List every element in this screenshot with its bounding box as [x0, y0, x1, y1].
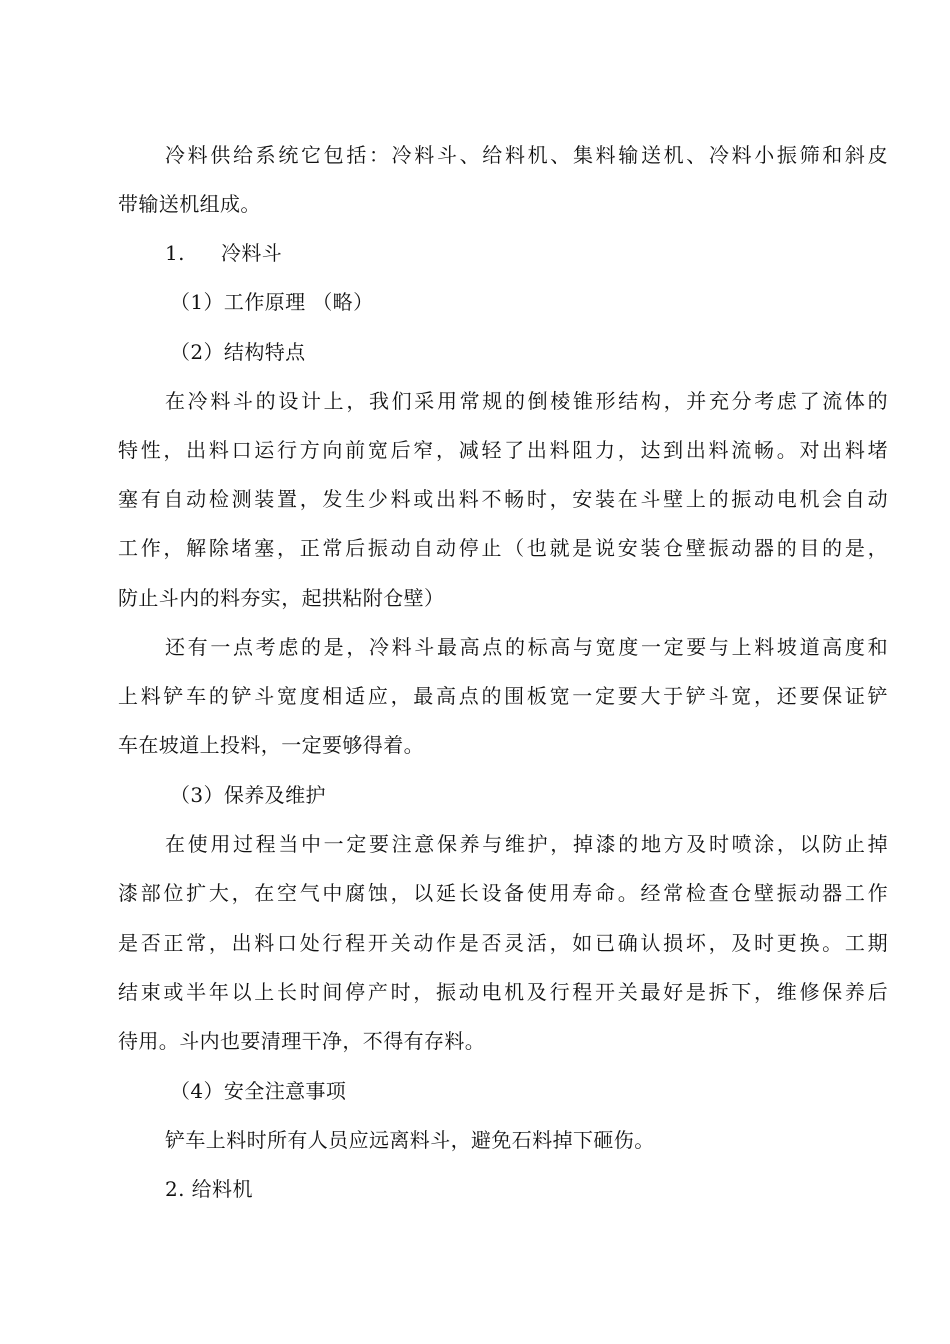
paragraph-height-line-3: 车在坡道上投料，一定要够得着。: [118, 733, 424, 757]
paragraph-intro-line-1: 冷料供给系统它包括：冷料斗、给料机、集料输送机、冷料小振筛和斜皮: [165, 143, 888, 167]
heading-number: 1.: [165, 241, 185, 265]
paragraph-structure-line-2: 特性，出料口运行方向前宽后窄，减轻了出料阻力，达到出料流畅。对出料堵: [118, 438, 888, 462]
paragraph-maintenance-line-1: 在使用过程当中一定要注意保养与维护，掉漆的地方及时喷涂，以防止掉: [165, 832, 888, 856]
heading-title: 冷料斗: [221, 241, 283, 265]
paragraph-structure-line-5: 防止斗内的料夯实，起拱粘附仓壁）: [118, 586, 445, 610]
paragraph-structure-line-4: 工作，解除堵塞，正常后振动自动停止（也就是说安装仓壁振动器的目的是，: [118, 536, 888, 560]
paragraph-maintenance-line-3: 是否正常，出料口处行程开关动作是否灵活，如已确认损坏，及时更换。工期: [118, 931, 888, 955]
subheading-maintenance: （3）保养及维护: [170, 783, 326, 807]
paragraph-intro-line-2: 带输送机组成。: [118, 192, 261, 216]
heading-feeder: 2. 给料机: [165, 1177, 253, 1201]
subheading-structure: （2）结构特点: [170, 340, 306, 364]
paragraph-safety-line-1: 铲车上料时所有人员应远离料斗，避免石料掉下砸伤。: [165, 1128, 655, 1152]
paragraph-maintenance-line-2: 漆部位扩大，在空气中腐蚀，以延长设备使用寿命。经常检查仓壁振动器工作: [118, 881, 888, 905]
heading-cold-hopper: [165, 241, 888, 265]
subheading-working-principle: （1）工作原理 （略）: [170, 290, 374, 314]
paragraph-height-line-2: 上料铲车的铲斗宽度相适应，最高点的围板宽一定要大于铲斗宽，还要保证铲: [118, 684, 888, 708]
paragraph-height-line-1: 还有一点考虑的是，冷料斗最高点的标高与宽度一定要与上料坡道高度和: [165, 635, 888, 659]
paragraph-structure-line-1: 在冷料斗的设计上，我们采用常规的倒棱锥形结构，并充分考虑了流体的: [165, 389, 888, 413]
paragraph-maintenance-line-4: 结束或半年以上长时间停产时，振动电机及行程开关最好是拆下，维修保养后: [118, 980, 888, 1004]
paragraph-maintenance-line-5: 待用。斗内也要清理干净，不得有存料。: [118, 1029, 486, 1053]
paragraph-structure-line-3: 塞有自动检测装置，发生少料或出料不畅时，安装在斗壁上的振动电机会自动: [118, 487, 888, 511]
subheading-safety: （4）安全注意事项: [170, 1079, 347, 1103]
